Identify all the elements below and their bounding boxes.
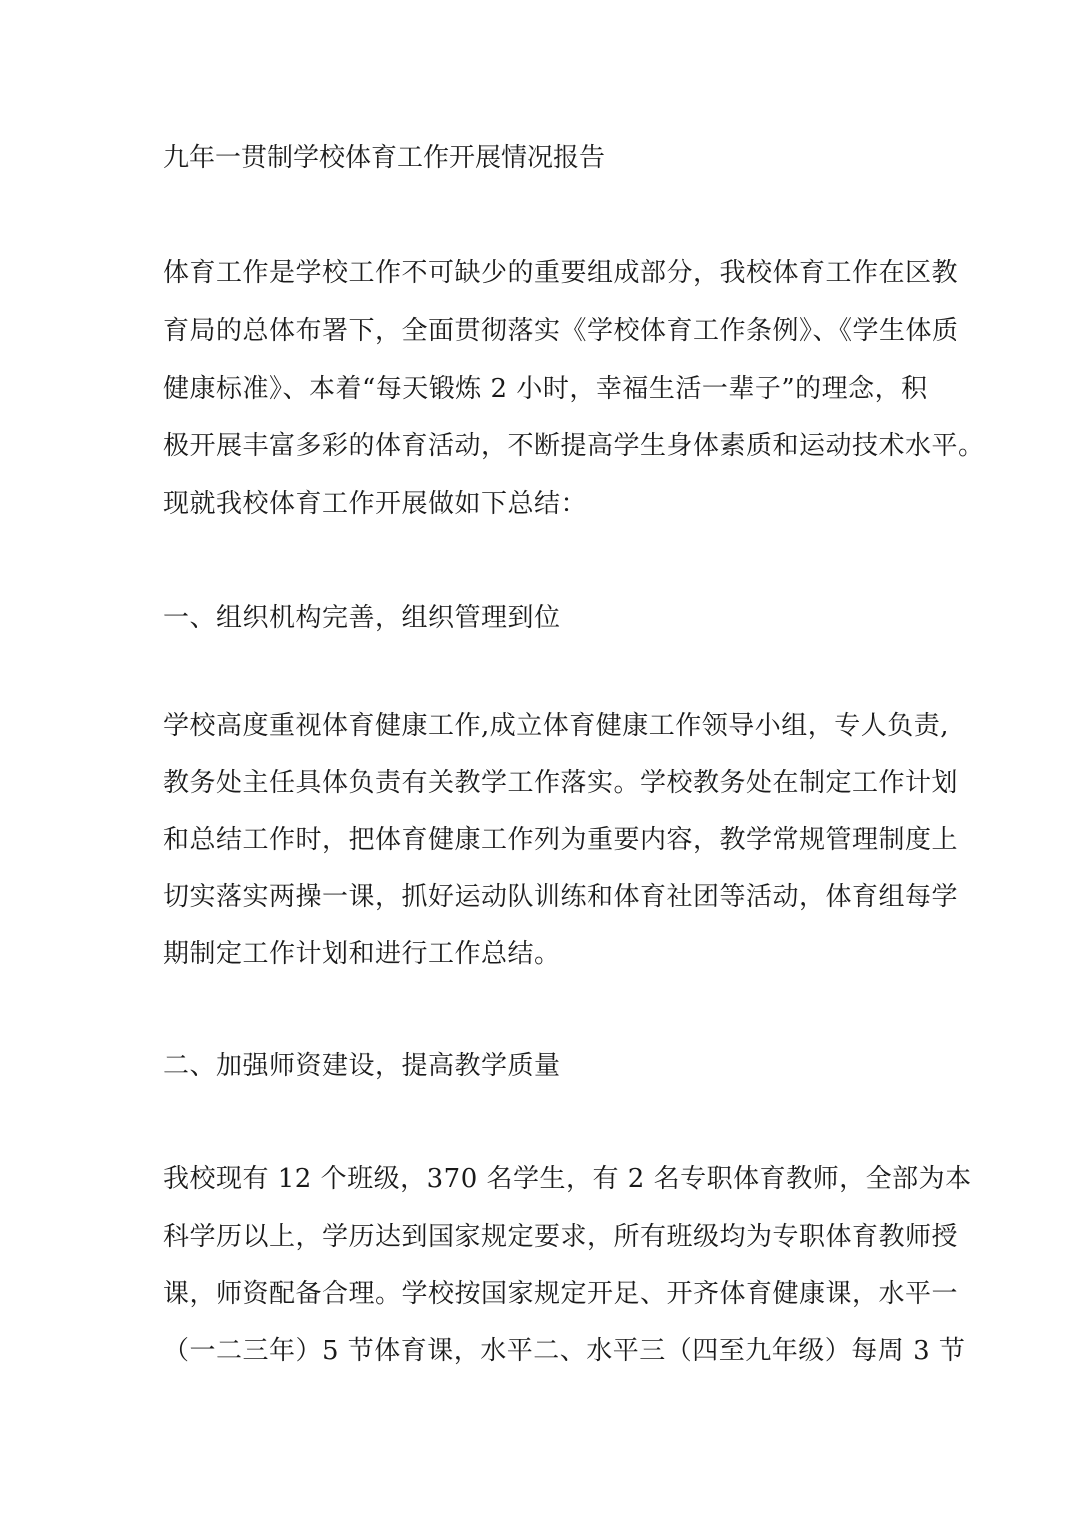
section2-line-2: 科学历以上，学历达到国家规定要求，所有班级均为专职体育教师授 (163, 1222, 959, 1252)
document-title: 九年一贯制学校体育工作开展情况报告 (163, 143, 606, 173)
section2-line-4: （一二三年）5 节体育课，水平二、水平三（四至九年级）每周 3 节 (163, 1336, 966, 1366)
section1-line-4: 切实落实两操一课，抓好运动队训练和体育社团等活动，体育组每学 (163, 882, 959, 912)
section1-line-1: 学校高度重视体育健康工作,成立体育健康工作领导小组，专人负责, (163, 711, 950, 741)
section1-line-5: 期制定工作计划和进行工作总结。 (163, 939, 561, 969)
intro-line-1: 体育工作是学校工作不可缺少的重要组成部分，我校体育工作在区教 (163, 258, 959, 288)
section1-line-2: 教务处主任具体负责有关教学工作落实。学校教务处在制定工作计划 (163, 768, 959, 798)
section2-line-1: 我校现有 12 个班级，370 名学生，有 2 名专职体育教师，全部为本 (163, 1164, 972, 1194)
section2-heading: 二、加强师资建设，提高教学质量 (163, 1051, 561, 1081)
intro-line-2: 育局的总体布署下，全面贯彻落实《学校体育工作条例》、《学生体质 (163, 316, 959, 346)
section1-line-3: 和总结工作时，把体育健康工作列为重要内容，教学常规管理制度上 (163, 825, 959, 855)
intro-line-4: 极开展丰富多彩的体育活动，不断提高学生身体素质和运动技术水平。 (163, 431, 985, 461)
intro-line-3: 健康标准》、本着“每天锻炼 2 小时，幸福生活一辈子”的理念，积 (163, 374, 928, 404)
section1-heading: 一、组织机构完善，组织管理到位 (163, 603, 561, 633)
intro-line-5: 现就我校体育工作开展做如下总结： (163, 489, 588, 519)
section2-line-3: 课，师资配备合理。学校按国家规定开足、开齐体育健康课，水平一 (163, 1279, 959, 1309)
